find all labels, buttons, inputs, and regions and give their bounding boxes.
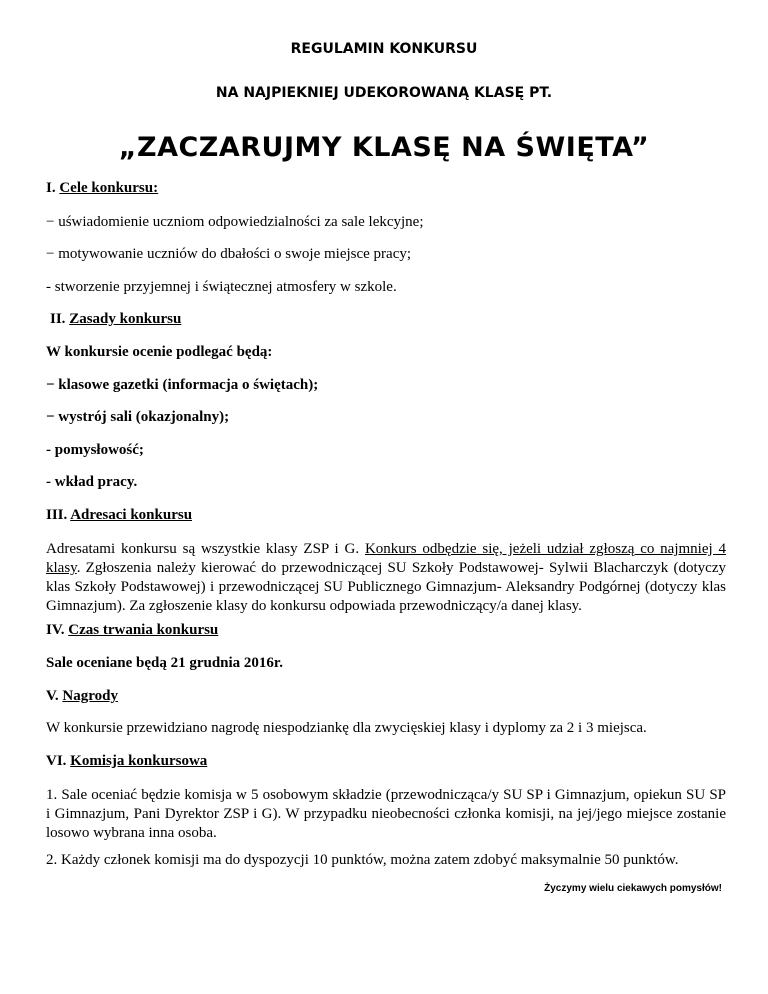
main-title: „ZACZARUJMY KLASĘ NA ŚWIĘTA”	[118, 132, 650, 163]
section-4-heading	[46, 622, 218, 639]
section-2-item-4: - wkład pracy.	[46, 474, 138, 490]
section-1-item-1: − uświadomienie uczniom odpowiedzialności za sale lekcyjne;	[46, 214, 424, 230]
section-1-heading	[46, 180, 158, 197]
section-6-number: VI.	[46, 753, 67, 769]
section-3-condition: Konkurs odbędzie się, jeżeli udział zgłoszą co najmniej 4 klasy	[46, 541, 726, 576]
section-5-number: V.	[46, 688, 59, 704]
section-1-title: Cele konkursu:	[59, 180, 159, 196]
title-line-1: REGULAMIN KONKURSU	[290, 41, 478, 57]
section-2-intro: W konkursie ocenie podlegać będą:	[46, 344, 273, 360]
section-2-item-2: − wystrój sali (okazjonalny);	[46, 409, 230, 425]
section-1-number: I.	[46, 180, 56, 196]
section-3-text-a: Adresatami konkursu są wszystkie klasy ZSP i G.	[46, 541, 365, 557]
section-4-text: Sale oceniane będą 21 grudnia 2016r.	[46, 655, 283, 671]
section-1-item-3: - stworzenie przyjemnej i świątecznej atmosfery w szkole.	[46, 279, 397, 295]
section-3-heading	[46, 507, 192, 524]
section-6-heading	[46, 753, 207, 770]
section-2-title: Zasady konkursu	[69, 311, 182, 327]
section-4-number: IV.	[46, 622, 65, 638]
section-2-heading	[50, 311, 181, 328]
section-2-number: II.	[50, 311, 66, 327]
section-5-text: W konkursie przewidziano nagrodę niespodziankę dla zwycięskiej klasy i dyplomy za 2 i 3 miejsca.	[46, 720, 647, 736]
section-6-paragraph-1: 1. Sale oceniać będzie komisja w 5 osobowym składzie (przewodnicząca/y SU SP i Gimnazjum, opiekun SU SP i Gimnazjum, Pani Dyrektor ZSP i G). W przypadku nieobecności członka komisji, na jej/jego miejsce zostanie losowo wybrana inna osoba.	[46, 787, 726, 841]
section-2-item-3: - pomysłowość;	[46, 442, 144, 458]
section-3-paragraph	[46, 540, 726, 616]
title-line-2: NA NAJPIEKNIEJ UDEKOROWANĄ KLASĘ PT.	[215, 85, 553, 101]
section-5-title: Nagrody	[62, 688, 118, 704]
section-3-text-c: . Zgłoszenia należy kierować do przewodniczącej SU Szkoły Podstawowej- Sylwii Blacharczyk (dotyczy klas Szkoły Podstawowej) i przewodniczącej SU Publicznego Gimnazjum- Aleksandry Podgórnej (dotyczy klas Gimnazjum). Za zgłoszenie klasy do konkursu odpowiada przewodniczący/a danej klasy.	[46, 560, 726, 614]
section-1-item-2: − motywowanie uczniów do dbałości o swoje miejsce pracy;	[46, 246, 412, 262]
section-6-title: Komisja konkursowa	[70, 753, 208, 769]
section-2-item-1: − klasowe gazetki (informacja o świętach);	[46, 377, 319, 393]
closing-wish: Życzymy wielu ciekawych pomysłów!	[544, 883, 722, 894]
section-3-number: III.	[46, 507, 68, 523]
section-3-title: Adresaci konkursu	[70, 507, 193, 523]
section-4-title: Czas trwania konkursu	[68, 622, 219, 638]
section-6-paragraph-2: 2. Każdy członek komisji ma do dyspozycji 10 punktów, można zatem zdobyć maksymalnie 50 punktów.	[46, 852, 679, 868]
section-5-heading	[46, 688, 118, 705]
